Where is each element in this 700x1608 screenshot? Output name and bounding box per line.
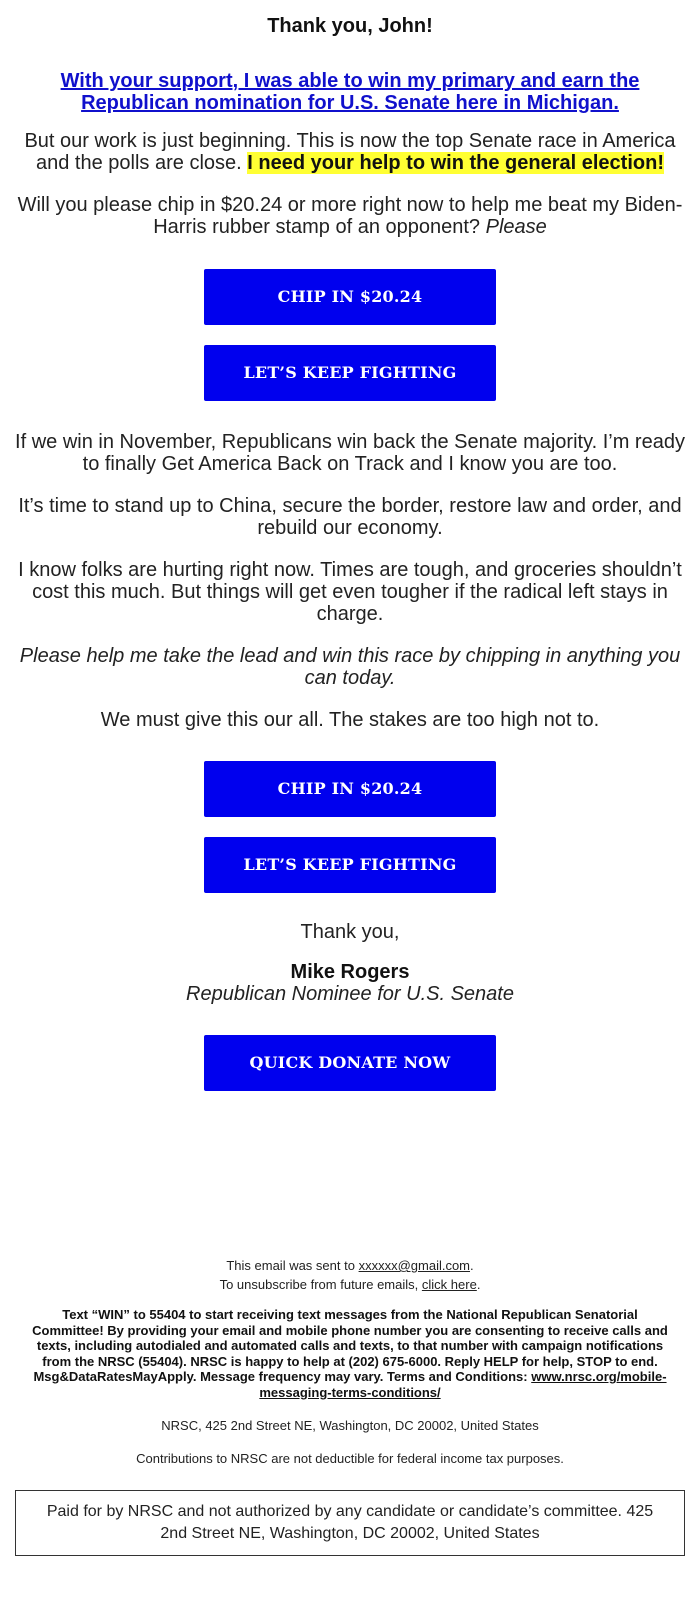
footer-unsubscribe-line <box>15 1275 685 1294</box>
chip-in-button-2[interactable]: CHIP IN $20.24 <box>204 761 496 817</box>
paragraph-ask-text: Will you please chip in $20.24 or more right now to help me beat my Biden-Harris rubber stamp of an opponent? <box>17 194 683 238</box>
terms-link[interactable]: www.nrsc.org/mobile-messaging-terms-conditions/ <box>259 1369 667 1400</box>
keep-fighting-button-2[interactable]: LET’S KEEP FIGHTING <box>204 837 496 893</box>
paragraph-priorities: It’s time to stand up to China, secure the border, restore law and order, and rebuild our economy. <box>18 495 682 539</box>
paragraph-ask <box>15 194 685 238</box>
signoff-thanks: Thank you, <box>300 921 400 943</box>
highlight-text: I need your help to win the general election! <box>247 152 664 174</box>
signoff-title: Republican Nominee for U.S. Senate <box>186 983 514 1005</box>
footer-sent-line <box>15 1256 685 1275</box>
paragraph-economy: I know folks are hurting right now. Times are tough, and groceries shouldn’t cost this much. But things will get even tougher if the radical left stays in charge. <box>18 559 682 625</box>
paragraph-race-text: But our work is just beginning. This is now the top Senate race in America and the polls are close. <box>24 130 676 174</box>
sms-legal-text <box>15 1307 685 1400</box>
quick-donate-button[interactable]: QUICK DONATE NOW <box>204 1035 496 1091</box>
paid-for-disclaimer: Paid for by NRSC and not authorized by any candidate or candidate’s committee. 425 2nd Street NE, Washington, DC 20002, United States <box>15 1490 685 1556</box>
email-body <box>15 0 685 1556</box>
paragraph-stakes: We must give this our all. The stakes are too high not to. <box>100 709 600 731</box>
footer-email-link[interactable]: xxxxxx@gmail.com <box>358 1258 471 1273</box>
paragraph-majority: If we win in November, Republicans win back the Senate majority. I’m ready to finally Get America Back on Track and I know you are too. <box>15 431 685 475</box>
lead-link[interactable]: With your support, I was able to win my primary and earn the Republican nomination for U.S. Senate here in Michigan. <box>60 70 640 114</box>
chip-in-button[interactable]: CHIP IN $20.24 <box>204 269 496 325</box>
footer-period-2: . <box>476 1277 481 1292</box>
greeting-heading: Thank you, John! <box>267 15 433 37</box>
footer-unsub-prefix: To unsubscribe from future emails, <box>219 1277 419 1292</box>
paragraph-race <box>15 130 685 174</box>
paragraph-ask-please: Please <box>485 216 547 238</box>
footer-tax-notice: Contributions to NRSC are not deductible for federal income tax purposes. <box>136 1451 564 1466</box>
signoff-name: Mike Rogers <box>290 961 410 983</box>
footer-sent-prefix: This email was sent to <box>226 1258 355 1273</box>
footer-period: . <box>470 1258 474 1273</box>
lead-paragraph <box>15 38 685 114</box>
paragraph-take-lead: Please help me take the lead and win this race by chipping in anything you can today. <box>19 645 681 689</box>
unsubscribe-link[interactable]: click here <box>421 1277 477 1292</box>
sms-legal-body: Text “WIN” to 55404 to start receiving text messages from the National Republican Senatorial Committee! By providing your email and mobile phone number you are consenting to receive calls and texts, including autodialed and automated calls and texts, to that number with campaign notifications from the NRSC (55404). NRSC is happy to help at (202) 675-6000. Reply HELP for help, STOP to end. Msg&DataRatesMayApply. Message frequency may vary. Terms and Conditions: <box>32 1307 668 1384</box>
footer-address: NRSC, 425 2nd Street NE, Washington, DC 20002, United States <box>161 1418 539 1433</box>
keep-fighting-button[interactable]: LET’S KEEP FIGHTING <box>204 345 496 401</box>
